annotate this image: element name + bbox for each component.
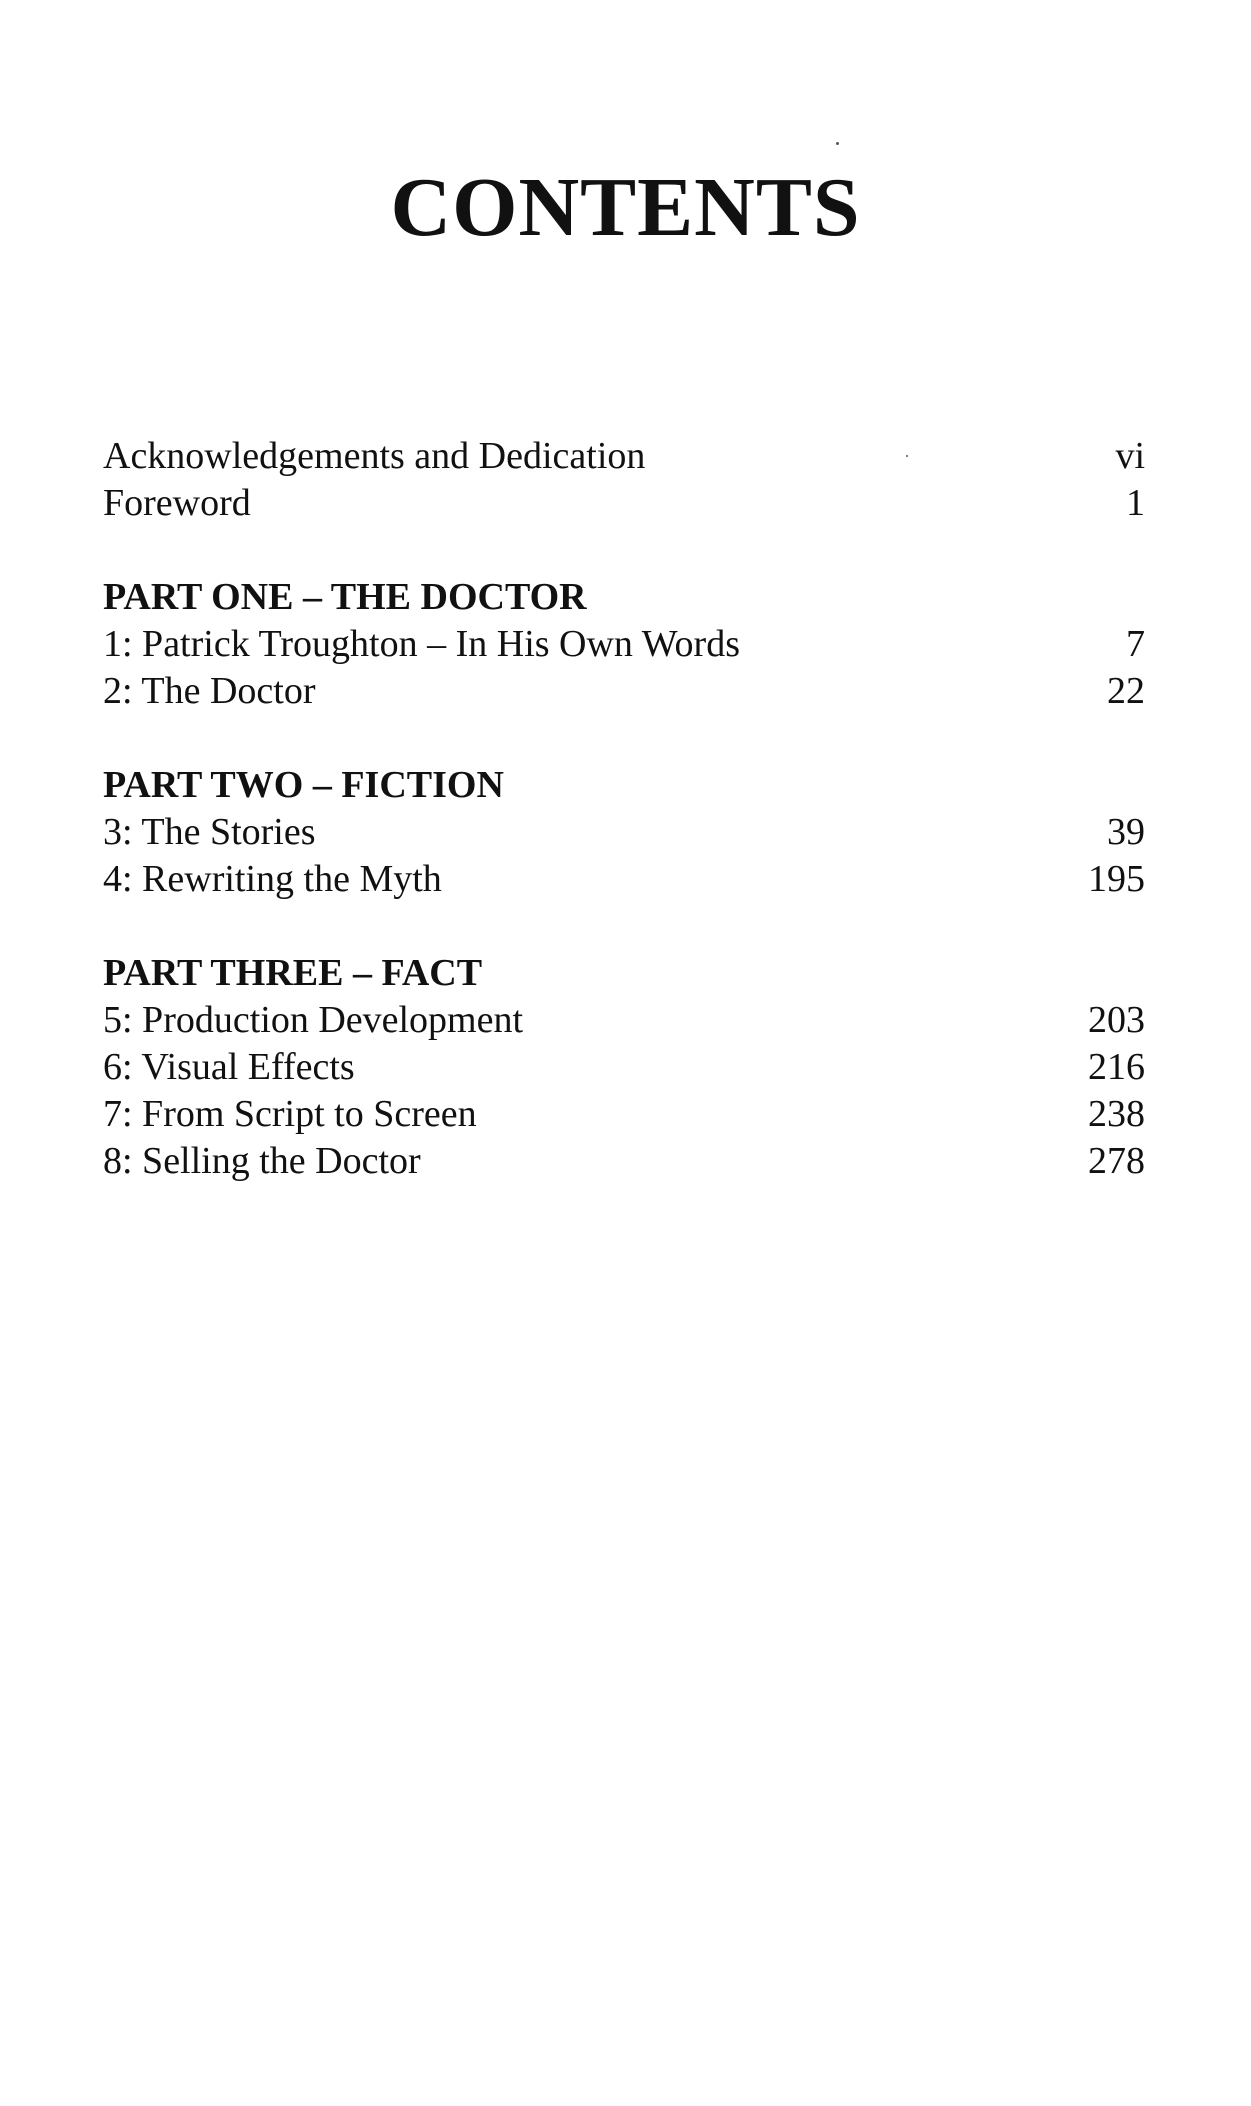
toc-entry — [103, 1138, 1145, 1185]
toc-page-number: vi — [1115, 435, 1145, 477]
toc-page-number: 1 — [1126, 482, 1145, 524]
part-three — [103, 950, 1145, 1185]
toc-page-number: 238 — [1088, 1093, 1145, 1135]
toc-page-number: 22 — [1107, 670, 1145, 712]
toc-entry — [103, 621, 1145, 668]
table-of-contents — [103, 433, 1145, 1185]
part-heading: PART THREE – FACT — [103, 952, 483, 994]
toc-entry-label: 2: The Doctor — [103, 670, 316, 712]
toc-entry — [103, 668, 1145, 715]
part-two — [103, 762, 1145, 903]
toc-entry — [103, 1091, 1145, 1138]
toc-page-number: 203 — [1088, 999, 1145, 1041]
toc-entry — [103, 997, 1145, 1044]
toc-entry — [103, 1044, 1145, 1091]
toc-page-number: 195 — [1088, 858, 1145, 900]
front-matter — [103, 433, 1145, 527]
toc-entry-label: 4: Rewriting the Myth — [103, 858, 442, 900]
part-one — [103, 574, 1145, 715]
toc-page-number: 7 — [1126, 623, 1145, 665]
toc-entry — [103, 433, 1145, 480]
toc-entry — [103, 480, 1145, 527]
toc-entry-label: 1: Patrick Troughton – In His Own Words — [103, 623, 741, 665]
toc-entry-label: 5: Production Development — [103, 999, 524, 1041]
toc-entry — [103, 856, 1145, 903]
part-heading: PART TWO – FICTION — [103, 764, 504, 806]
print-speck — [836, 142, 839, 145]
toc-entry-label: 6: Visual Effects — [103, 1046, 355, 1088]
toc-entry-label: 7: From Script to Screen — [103, 1093, 477, 1135]
toc-page-number: 278 — [1088, 1140, 1145, 1182]
toc-page-number: 216 — [1088, 1046, 1145, 1088]
toc-page-number: 39 — [1107, 811, 1145, 853]
toc-entry — [103, 809, 1145, 856]
toc-entry-label: 3: The Stories — [103, 811, 316, 853]
toc-entry-label: 8: Selling the Doctor — [103, 1140, 421, 1182]
toc-entry-label: Acknowledgements and Dedication — [103, 435, 646, 477]
toc-entry-label: Foreword — [103, 482, 251, 524]
part-heading: PART ONE – THE DOCTOR — [103, 576, 587, 618]
page-title: CONTENTS — [390, 161, 861, 254]
